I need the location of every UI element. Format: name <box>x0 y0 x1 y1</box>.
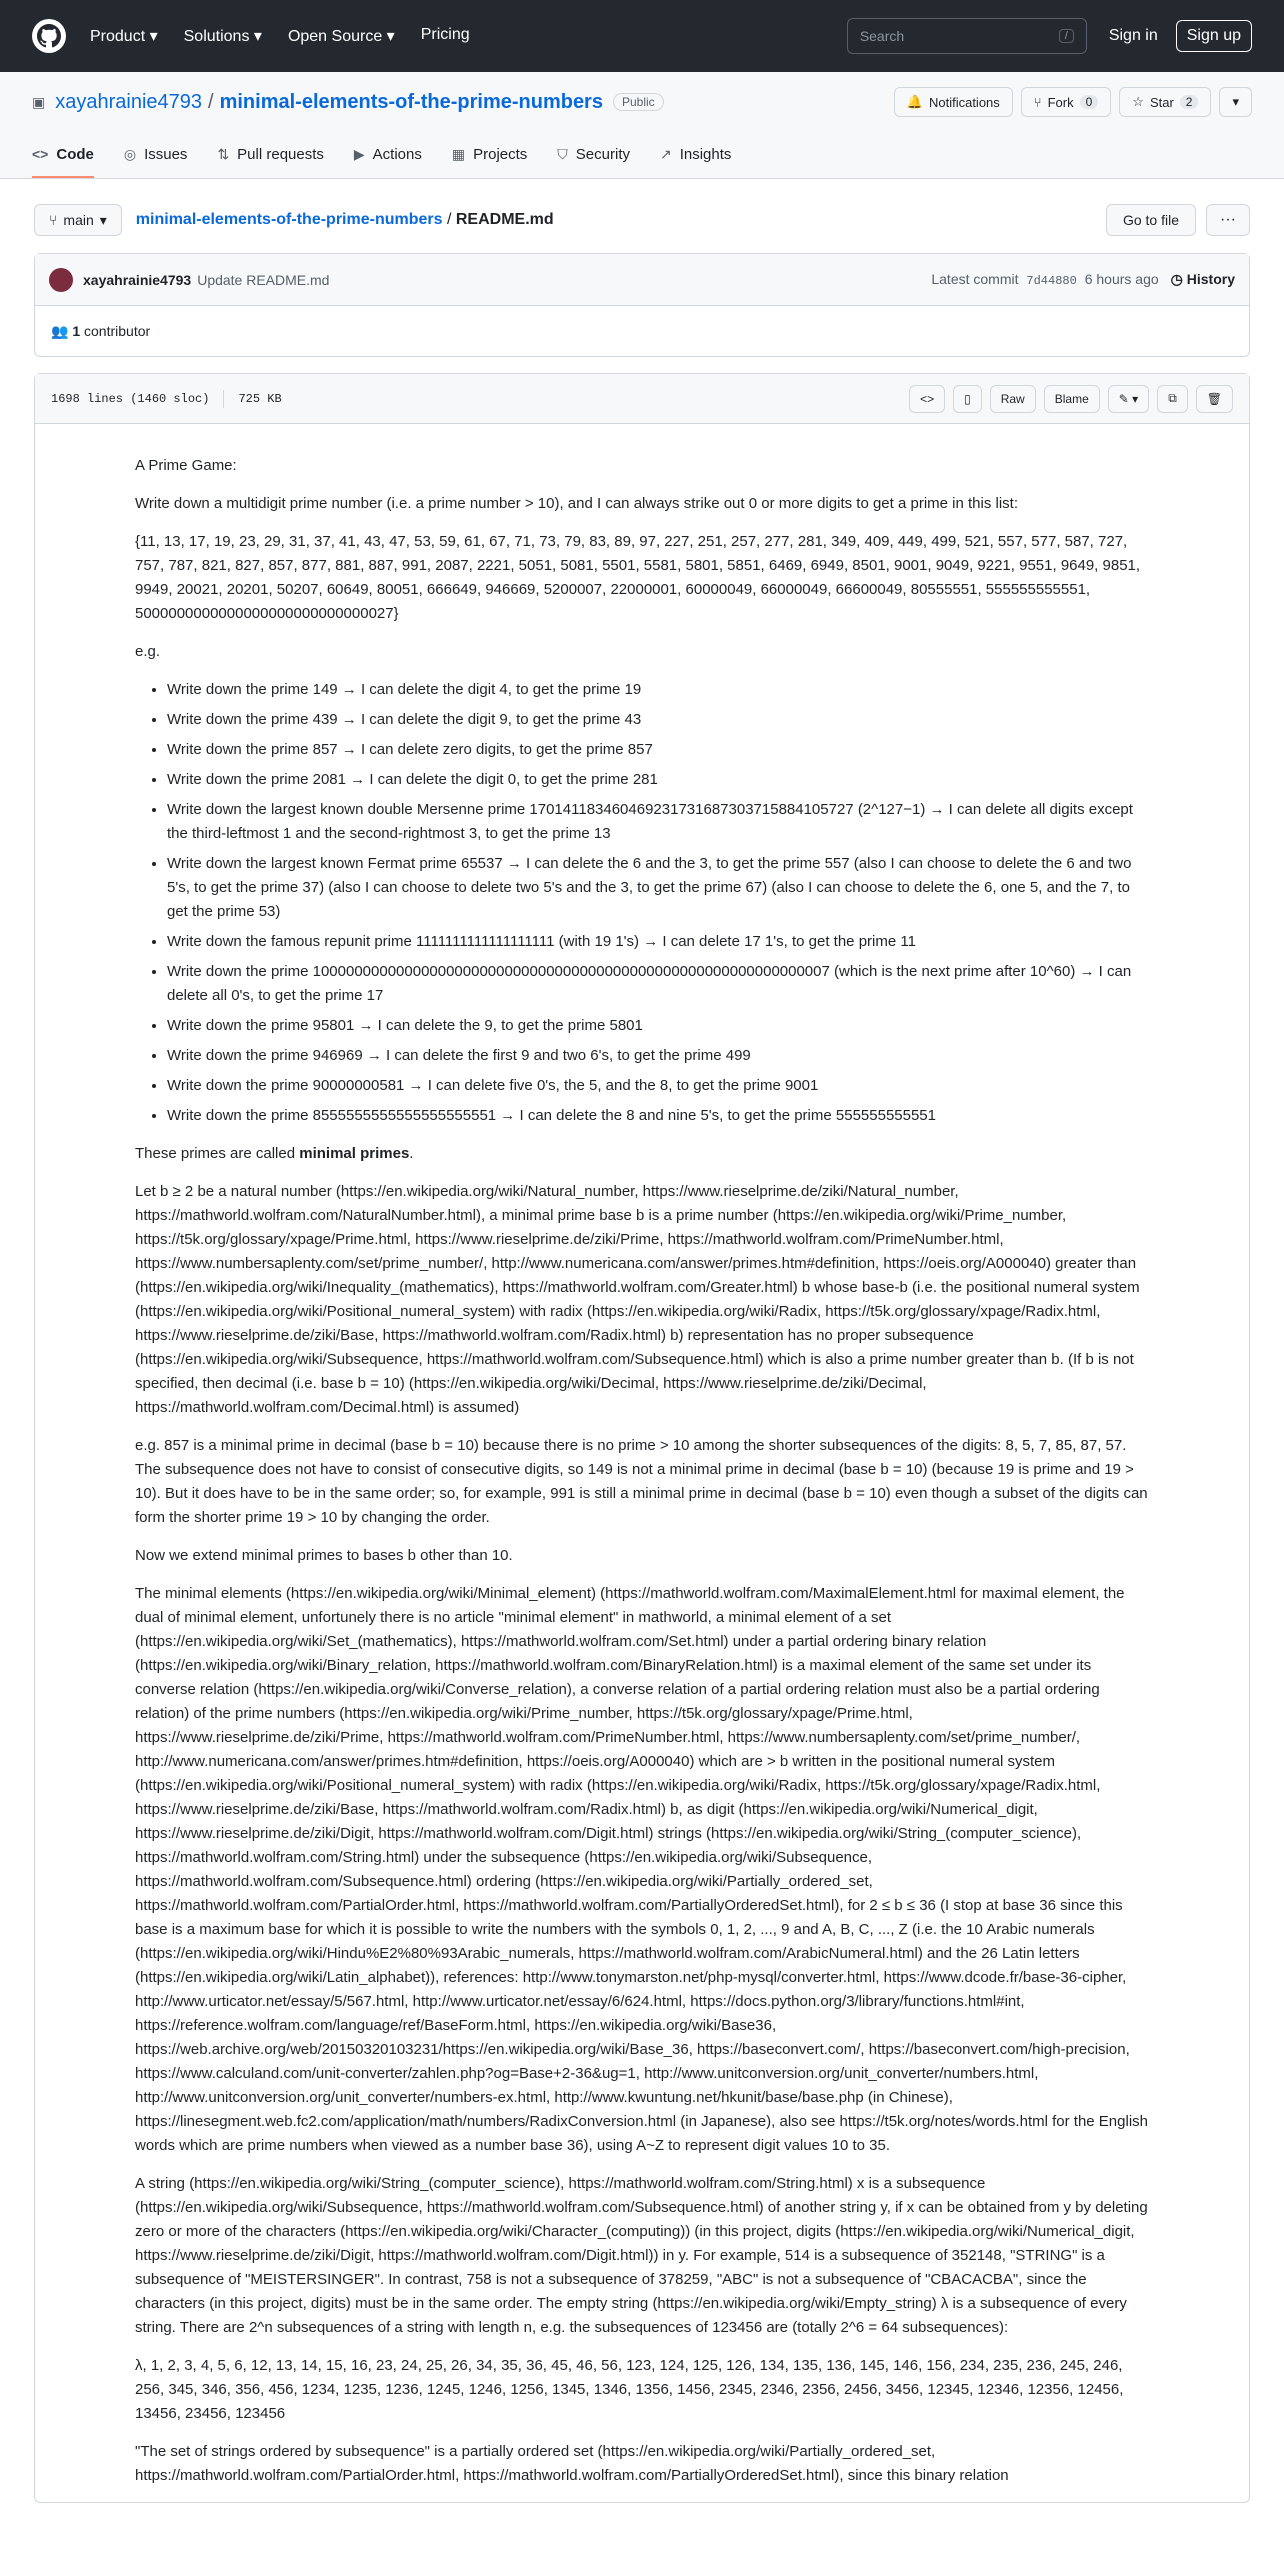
chevron-down-icon: ▾ <box>1132 391 1139 406</box>
search-input[interactable]: Search / <box>847 18 1087 54</box>
issue-icon: ◎ <box>123 145 137 162</box>
line-count: 1698 lines (1460 sloc) <box>51 391 210 406</box>
repo-header <box>0 72 1284 179</box>
pencil-icon: ✎ <box>1118 391 1129 406</box>
readme-paragraph: A Prime Game: <box>135 457 237 474</box>
tab-security[interactable]: ⛉ Security <box>557 145 630 163</box>
breadcrumb-repo-link[interactable]: minimal-elements-of-the-prime-numbers <box>135 211 443 228</box>
table-icon: ▦ <box>451 145 466 162</box>
tab-issues[interactable]: ◎ Issues <box>123 145 188 163</box>
list-item: • Write down the prime 95801 → I can delete the 9, to get the prime 5801 <box>167 1014 1149 1038</box>
history-icon: ◷ <box>1170 271 1183 287</box>
readme-paragraph: Let b ≥ 2 be a natural number (https://en.wikipedia.org/wiki/Natural_number, https://www.rieselprime.de/ziki/Natural_number, https://mathworld.wolfram.com/NaturalNumber.html), a minimal prime base b is a prime number (https://en.wikipedia.org/wiki/Prime_number, https://t5k.org/glossary/xpage/Prime.html, https://www.rieselprime.de/ziki/Prime, https://mathworld.wolfram.com/PrimeNumber.html, https://www.numbersaplenty.com/set/prime_number/, http://www.numericana.com/answer/primes.htm#definition, https://oeis.org/A000040) greater than (https://en.wikipedia.org/wiki/Inequality_(mathematics), https://mathworld.wolfram.com/Greater.html) b whose base-b (i.e. the positional numeral system (https://en.wikipedia.org/wiki/Positional_numeral_system) with radix (https://en.wikipedia.org/wiki/Radix, https://t5k.org/glossary/xpage/Radix.html, https://www.rieselprime.de/ziki/Base, https://mathworld.wolfram.com/Radix.html) b) representation has no proper subsequence (https://en.wikipedia.org/wiki/Subsequence, https://mathworld.wolfram.com/Subsequence.html) which is also a prime number greater than b. (If b is not specified, then decimal (i.e. base b = 10) (https://en.wikipedia.org/wiki/Decimal, https://www.rieselprime.de/ziki/Decimal, https://mathworld.wolfram.com/Decimal.html) is assumed) <box>135 1183 1140 1416</box>
code-icon: <> <box>32 146 49 162</box>
breadcrumb-file: README.md <box>455 211 554 228</box>
copy-button[interactable] <box>1157 385 1188 413</box>
readme-content <box>35 424 1249 2488</box>
chevron-down-icon: ▾ <box>1232 94 1239 109</box>
nav-pricing[interactable]: Pricing <box>420 26 470 43</box>
tab-insights[interactable]: ↗ Insights <box>659 145 732 163</box>
branch-icon: ⑂ <box>49 212 58 228</box>
copy-icon: ⧉ <box>1168 391 1177 405</box>
fork-button[interactable]: ⑂ Fork 0 <box>1021 87 1112 117</box>
blame-button[interactable]: Blame <box>1044 385 1100 413</box>
latest-commit: Latest commit 7d44880 6 hours ago <box>931 271 1159 288</box>
contributor-label: contributor <box>84 323 151 339</box>
delete-button[interactable] <box>1196 385 1233 413</box>
graph-icon: ↗ <box>659 145 672 162</box>
history-button[interactable]: ◷ History <box>1170 271 1235 287</box>
people-icon: 👥 <box>51 322 69 339</box>
slash-shortcut-icon: / <box>1059 29 1074 43</box>
more-options-button[interactable] <box>1206 204 1250 236</box>
contributors-row[interactable] <box>35 306 1249 356</box>
list-item: • Write down the prime 10000000000000000000000000000000000000000000000000000000000007 (which is the next prime after 10^60) → I can delete all 0's, to get the prime 17 <box>167 960 1149 1008</box>
go-to-file-button[interactable]: Go to file <box>1106 204 1196 236</box>
list-item: • Write down the prime 8555555555555555555551 → I can delete the 8 and nine 5's, to get the prime 555555555551 <box>167 1104 1149 1128</box>
commit-message[interactable]: Update README.md <box>197 271 330 288</box>
nav-product[interactable]: Product ▾ <box>90 28 158 45</box>
list-item: • Write down the prime 2081 → I can delete the digit 0, to get the prime 281 <box>167 768 1149 792</box>
repo-name-link[interactable]: minimal-elements-of-the-prime-numbers <box>219 90 603 113</box>
readme-paragraph: The minimal elements (https://en.wikipedia.org/wiki/Minimal_element) (https://mathworld.wolfram.com/MaximalElement.html for maximal element, the dual of minimal element, unfortunely there is no article "minimal element" in mathworld, a minimal element of a set (https://en.wikipedia.org/wiki/Set_(mathematics), https://mathworld.wolfram.com/Set.html) under a partial ordering binary relation (https://en.wikipedia.org/wiki/Binary_relation, https://mathworld.wolfram.com/BinaryRelation.html) is a maximal element of the same set under its converse relation (https://en.wikipedia.org/wiki/Converse_relation), a converse relation of a partial ordering relation must also be a partial ordering relation) of the prime numbers (https://en.wikipedia.org/wiki/Prime_number, https://t5k.org/glossary/xpage/Prime.html, https://www.rieselprime.de/ziki/Prime, https://mathworld.wolfram.com/PrimeNumber.html, https://www.numbersaplenty.com/set/prime_number/, http://www.numericana.com/answer/primes.htm#definition, https://oeis.org/A000040) which are > b written in the positional numeral system (https://en.wikipedia.org/wiki/Positional_numeral_system) with radix (https://en.wikipedia.org/wiki/Radix, https://t5k.org/glossary/xpage/Radix.html, https://www.rieselprime.de/ziki/Base, https://mathworld.wolfram.com/Radix.html) b, as digit (https://en.wikipedia.org/wiki/Numerical_digit, https://www.rieselprime.de/ziki/Digit, https://mathworld.wolfram.com/Digit.html) strings (https://en.wikipedia.org/wiki/String_(computer_science), https://mathworld.wolfram.com/String.html) under the subsequence (https://en.wikipedia.org/wiki/Subsequence, https://mathworld.wolfram.com/Subsequence.html) ordering (https://en.wikipedia.org/wiki/Partially_ordered_set, https://mathworld.wolfram.com/PartialOrder.html, https://mathworld.wolfram.com/PartiallyOrderedSet.html), for 2 ≤ b ≤ 36 (I stop at base 36 since this base is a maximum base for which it is possible to write the numbers with the symbols 0, 1, 2, ..., 9 and A, B, C, ..., Z (i.e. the 10 Arabic numerals (https://en.wikipedia.org/wiki/Hindu%E2%80%93Arabic_numerals, https://mathworld.wolfram.com/ArabicNumeral.html) and the 26 Latin letters (https://en.wikipedia.org/wiki/Latin_alphabet)), references: http://www.tonymarston.net/php-mysql/converter.html, https://www.dcode.fr/base-36-cipher, http://www.urticator.net/essay/5/567.html, http://www.urticator.net/essay/6/624.html, https://docs.python.org/3/library/functions.html#int, https://reference.wolfram.com/language/ref/BaseForm.html, https://en.wikipedia.org/wiki/Base36, https://web.archive.org/web/20150320103231/https://en.wikipedia.org/wiki/Base_36, https://baseconvert.com/, https://baseconvert.com/high-precision, https://www.calculand.com/unit-converter/zahlen.php?og=Base+2-36&ug=1, http://www.unitconversion.org/unit_converter/numbers.html, http://www.unitconversion.org/unit_converter/numbers-ex.html, http://www.kwuntung.net/hkunit/base/base.php (in Chinese), https://linesegment.web.fc2.com/application/math/numbers/RadixConversion.html (in Japanese), also see https://t5k.org/notes/words.html for the English words which are prime numbers when viewed as a number base 36), using A~Z to represent digit values 10 to 35. <box>135 1585 1148 2154</box>
readme-paragraph: e.g. 857 is a minimal prime in decimal (base b = 10) because there is no prime > 10 among the shorter subsequences of the digits: 8, 5, 7, 85, 87, 57. The subsequence does not have to consist of consecutive digits, so 149 is not a minimal prime in decimal (base b = 10) (because 19 is prime and 19 > 10). But it does have to be in the same order; so, for example, 991 is still a minimal prime in decimal (base b = 10) even though a subset of the digits can form the shorter prime 19 > 10 by changing the order. <box>135 1437 1148 1526</box>
global-header <box>0 0 1284 72</box>
repo-icon: ▣ <box>32 93 46 110</box>
list-item: • Write down the famous repunit prime 1111111111111111111 (with 19 1's) → I can delete 17 1's, to get the prime 11 <box>167 930 1149 954</box>
star-count: 2 <box>1180 95 1199 109</box>
star-dropdown-button[interactable] <box>1219 87 1252 117</box>
tab-pull-requests[interactable]: ⇅ Pull requests <box>217 145 324 163</box>
list-item: • Write down the prime 90000000581 → I can delete five 0's, the 5, and the 8, to get the prime 9001 <box>167 1074 1149 1098</box>
readme-paragraph: e.g. <box>135 643 161 660</box>
branch-selector[interactable]: ⑂ main ▾ <box>34 204 122 236</box>
edit-button[interactable] <box>1108 385 1149 413</box>
kebab-horizontal-icon: ··· <box>1220 211 1236 228</box>
list-item: • Write down the prime 857 → I can delete zero digits, to get the prime 857 <box>167 738 1149 762</box>
shield-icon: ⛉ <box>557 145 568 162</box>
fork-count: 0 <box>1080 95 1099 109</box>
star-button[interactable]: ☆ Star 2 <box>1119 87 1211 117</box>
list-item: • Write down the prime 439 → I can delete the digit 9, to get the prime 43 <box>167 708 1149 732</box>
chevron-down-icon: ▾ <box>99 211 107 228</box>
nav-solutions[interactable]: Solutions ▾ <box>183 28 262 45</box>
tab-code[interactable]: <> Code <box>32 132 94 178</box>
minimal-prime-list: {11, 13, 17, 19, 23, 29, 31, 37, 41, 43, 47, 53, 59, 61, 67, 71, 73, 79, 83, 89, 97, 227, 251, 257, 277, 281, 349, 409, 449, 499, 521, 557, 577, 587, 727, 757, 787, 821, 827, 857, 877, 881, 887, 991, 2087, 2221, 5051, 5081, 5501, 5581, 5801, 5851, 6469, 6949, 8501, 9001, 9049, 9221, 9551, 9649, 9851, 9949, 20021, 20201, 50207, 60649, 80051, 666649, 946669, 5200007, 22000001, 60000049, 66000049, 66600049, 80555551, 555555555551, 5000000000000000000000000000027} <box>135 533 1141 622</box>
code-view-button[interactable] <box>909 385 945 413</box>
code-icon: <> <box>920 391 935 406</box>
repo-separator: / <box>208 90 214 113</box>
repo-owner-link[interactable]: xayahrainie4793 <box>55 90 203 113</box>
breadcrumb-separator: / <box>446 211 452 228</box>
visibility-badge: Public <box>613 93 664 111</box>
commit-box <box>34 253 1250 357</box>
commit-sha[interactable]: 7d44880 <box>1026 274 1077 288</box>
list-item: • Write down the prime 946969 → I can delete the first 9 and two 6's, to get the prime 499 <box>167 1044 1149 1068</box>
contributor-count: 1 <box>72 323 81 339</box>
bell-icon: 🔔 <box>906 94 923 109</box>
readme-paragraph: "The set of strings ordered by subsequence" is a partially ordered set (https://en.wikipedia.org/wiki/Partially_ordered_set, https://mathworld.wolfram.com/PartialOrder.html, https://mathworld.wolfram.com/PartiallyOrderedSet.html), since this binary relation <box>135 2443 1009 2484</box>
fork-icon: ⑂ <box>1033 94 1042 110</box>
example-list <box>167 678 1149 1128</box>
pull-request-icon: ⇅ <box>217 145 230 162</box>
readme-paragraph: Write down a multidigit prime number (i.e. a prime number > 10), and I can always strike out 0 or more digits to get a prime in this list: <box>135 495 1019 512</box>
nav-open-source[interactable]: Open Source ▾ <box>287 28 395 45</box>
notifications-button[interactable]: 🔔 Notifications <box>894 87 1013 117</box>
commit-author[interactable]: xayahrainie4793 <box>83 271 192 288</box>
github-logo-icon[interactable] <box>32 19 66 53</box>
avatar[interactable] <box>49 268 73 292</box>
raw-button[interactable]: Raw <box>990 385 1036 413</box>
list-item: • Write down the largest known Fermat prime 65537 → I can delete the 6 and the 3, to get the prime 557 (also I can choose to delete the 6 and two 5's, to get the prime 37) (also I can choose to delete two 5's and the 3, to get the prime 67) (also I can choose to delete the 6, one 5, and the 7, to get the prime 53) <box>167 852 1149 924</box>
trash-icon: 🗑 <box>1206 391 1222 406</box>
commit-time: 6 hours ago <box>1084 271 1159 287</box>
star-icon: ☆ <box>1132 94 1144 109</box>
sign-in-link[interactable]: Sign in <box>1108 27 1158 44</box>
readme-paragraph: A string (https://en.wikipedia.org/wiki/String_(computer_science), https://mathworld.wolfram.com/String.html) x is a subsequence (https://en.wikipedia.org/wiki/Subsequence, https://mathworld.wolfram.com/Subsequence.html) of another string y, if x can be obtained from y by deleting zero or more of the characters (https://en.wikipedia.org/wiki/Character_(computing)) (in this project, digits (https://en.wikipedia.org/wiki/Numerical_digit, https://www.rieselprime.de/ziki/Digit, https://mathworld.wolfram.com/Digit.html)) in y. For example, 514 is a subsequence of 352148, "STRING" is a subsequence of "MEISTERSINGER". In contrast, 758 is not a subsequence of 378259, "ABC" is not a subsequence of "CBACACBA", since the characters (in this project, digits) must be in the same order. The empty string (https://en.wikipedia.org/wiki/Empty_string) λ is a subsequence of every string. There are 2^n subsequences of a string with length n, e.g. the subsequences of 123456 are (totally 2^6 = 64 subsequences): <box>135 2175 1148 2336</box>
sign-up-button[interactable]: Sign up <box>1176 20 1252 52</box>
tab-actions[interactable]: ▶ Actions <box>353 145 422 163</box>
breadcrumb <box>136 211 554 229</box>
file-icon: ▯ <box>964 391 971 406</box>
file-box <box>34 373 1250 2503</box>
file-size: 725 KB <box>238 391 282 406</box>
preview-button[interactable] <box>953 385 982 413</box>
play-icon: ▶ <box>353 145 365 162</box>
list-item: • Write down the prime 149 → I can delete the digit 4, to get the prime 19 <box>167 678 1149 702</box>
readme-paragraph: λ, 1, 2, 3, 4, 5, 6, 12, 13, 14, 15, 16, 23, 24, 25, 26, 34, 35, 36, 45, 46, 56, 123, 124, 125, 126, 134, 135, 136, 145, 146, 156, 234, 235, 236, 245, 246, 256, 345, 346, 356, 456, 1234, 1235, 1236, 1245, 1246, 1256, 1345, 1346, 1356, 1456, 2345, 2346, 2356, 2456, 3456, 12345, 12346, 12356, 12456, 13456, 23456, 123456 <box>135 2357 1124 2422</box>
list-item: • Write down the largest known double Mersenne prime 170141183460469231731687303715884105727 (2^127−1) → I can delete all digits except the third-leftmost 1 and the second-rightmost 3, to get the prime 13 <box>167 798 1149 846</box>
readme-paragraph: Now we extend minimal primes to bases b other than 10. <box>135 1547 513 1564</box>
readme-paragraph: These primes are called minimal primes. <box>135 1145 414 1162</box>
tab-projects[interactable]: ▦ Projects <box>451 145 528 163</box>
